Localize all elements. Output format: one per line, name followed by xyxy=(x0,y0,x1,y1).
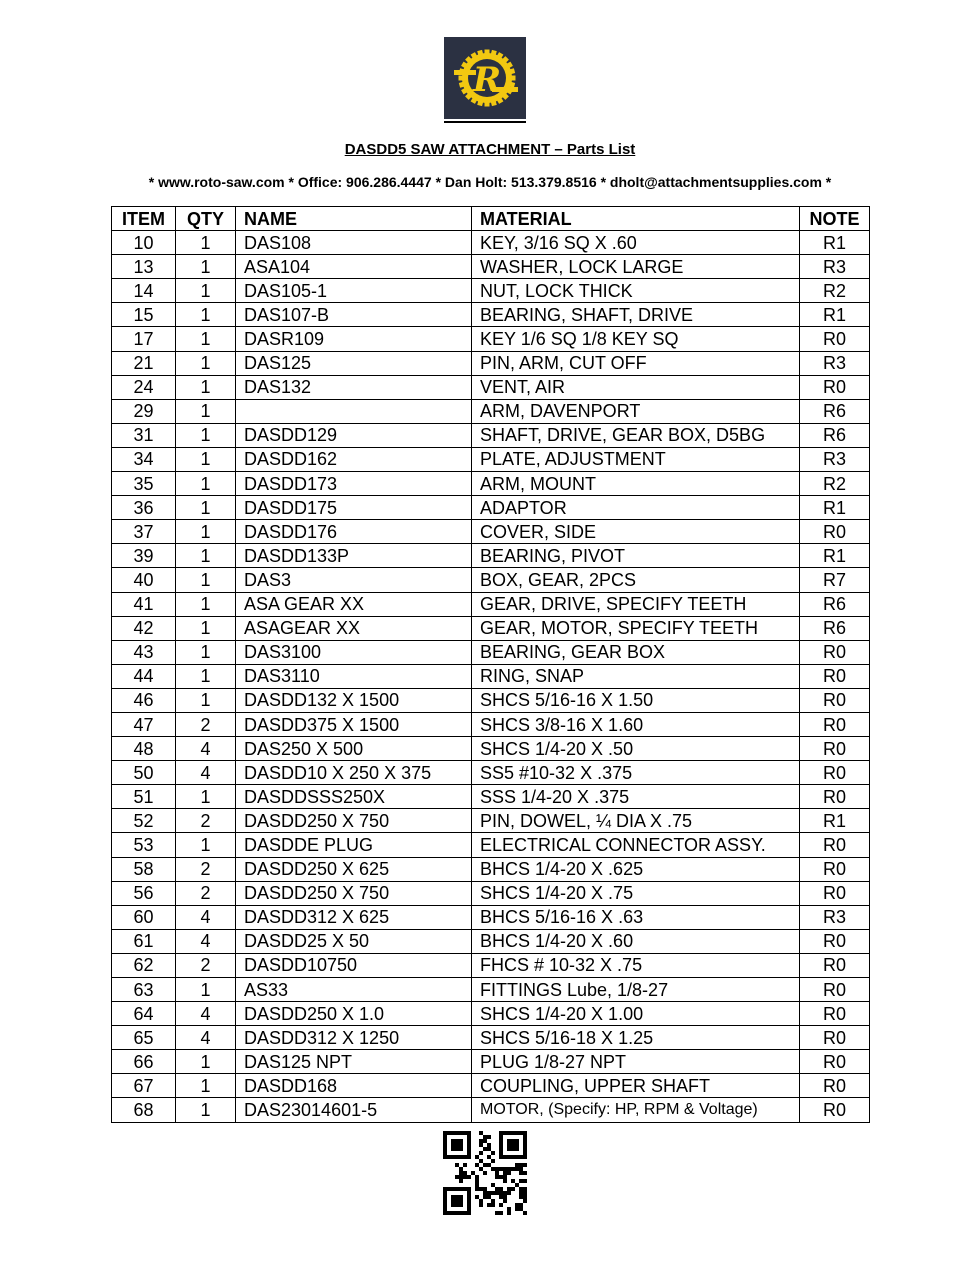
cell-qty: 1 xyxy=(176,640,236,664)
cell-item: 63 xyxy=(112,978,176,1002)
cell-item: 44 xyxy=(112,664,176,688)
table-row xyxy=(112,953,870,977)
cell-note: R0 xyxy=(800,520,870,544)
cell-item: 39 xyxy=(112,544,176,568)
cell-qty: 1 xyxy=(176,231,236,255)
cell-qty: 1 xyxy=(176,303,236,327)
cell-note: R0 xyxy=(800,881,870,905)
cell-material: ARM, DAVENPORT xyxy=(472,399,800,423)
table-row xyxy=(112,1050,870,1074)
cell-qty: 1 xyxy=(176,544,236,568)
qr-code xyxy=(443,1131,527,1215)
document-title: DASDD5 SAW ATTACHMENT – Parts List xyxy=(344,141,636,158)
cell-qty: 1 xyxy=(176,1074,236,1098)
cell-name: DASDD250 X 1.0 xyxy=(236,1002,472,1026)
cell-note: R1 xyxy=(800,303,870,327)
cell-qty: 1 xyxy=(176,472,236,496)
cell-name: DAS3110 xyxy=(236,664,472,688)
cell-item: 15 xyxy=(112,303,176,327)
cell-qty: 1 xyxy=(176,592,236,616)
cell-item: 40 xyxy=(112,568,176,592)
cell-note: R0 xyxy=(800,664,870,688)
cell-note: R0 xyxy=(800,929,870,953)
cell-material: SSS 1/4-20 X .375 xyxy=(472,785,800,809)
table-row xyxy=(112,592,870,616)
cell-item: 68 xyxy=(112,1098,176,1122)
cell-qty: 1 xyxy=(176,568,236,592)
cell-name: DAS125 xyxy=(236,351,472,375)
table-row xyxy=(112,688,870,712)
table-header-row xyxy=(112,207,870,231)
table-row xyxy=(112,327,870,351)
cell-material: FITTINGS Lube, 1/8-27 xyxy=(472,978,800,1002)
cell-name: DASDD175 xyxy=(236,496,472,520)
table-row xyxy=(112,231,870,255)
cell-item: 10 xyxy=(112,231,176,255)
cell-qty: 1 xyxy=(176,688,236,712)
cell-note: R0 xyxy=(800,1098,870,1122)
cell-item: 29 xyxy=(112,399,176,423)
table-row xyxy=(112,1074,870,1098)
cell-material: PLATE, ADJUSTMENT xyxy=(472,447,800,471)
table-row xyxy=(112,423,870,447)
table-row xyxy=(112,544,870,568)
cell-note: R0 xyxy=(800,1002,870,1026)
cell-note: R0 xyxy=(800,737,870,761)
table-row xyxy=(112,978,870,1002)
table-row xyxy=(112,616,870,640)
cell-qty: 1 xyxy=(176,978,236,1002)
cell-item: 13 xyxy=(112,255,176,279)
cell-name: DASDD176 xyxy=(236,520,472,544)
cell-material: BEARING, PIVOT xyxy=(472,544,800,568)
table-row xyxy=(112,447,870,471)
cell-name: DASDD132 X 1500 xyxy=(236,688,472,712)
cell-item: 52 xyxy=(112,809,176,833)
table-row xyxy=(112,857,870,881)
cell-note: R3 xyxy=(800,905,870,929)
cell-name: DASDD312 X 1250 xyxy=(236,1026,472,1050)
cell-note: R0 xyxy=(800,375,870,399)
cell-material: SHCS 5/16-16 X 1.50 xyxy=(472,688,800,712)
cell-qty: 4 xyxy=(176,761,236,785)
table-row xyxy=(112,712,870,736)
table-row xyxy=(112,255,870,279)
parts-list-table xyxy=(111,206,870,1123)
cell-name: DASDD10 X 250 X 375 xyxy=(236,761,472,785)
cell-name: DASDD168 xyxy=(236,1074,472,1098)
cell-material: WASHER, LOCK LARGE xyxy=(472,255,800,279)
cell-note: R1 xyxy=(800,496,870,520)
cell-material: PLUG 1/8-27 NPT xyxy=(472,1050,800,1074)
table-row xyxy=(112,496,870,520)
cell-item: 31 xyxy=(112,423,176,447)
cell-qty: 1 xyxy=(176,423,236,447)
cell-item: 21 xyxy=(112,351,176,375)
cell-qty: 1 xyxy=(176,496,236,520)
header-note: NOTE xyxy=(800,207,870,231)
cell-material: COVER, SIDE xyxy=(472,520,800,544)
cell-material: SS5 #10-32 X .375 xyxy=(472,761,800,785)
cell-qty: 1 xyxy=(176,255,236,279)
cell-note: R6 xyxy=(800,616,870,640)
cell-item: 61 xyxy=(112,929,176,953)
cell-name: DAS250 X 500 xyxy=(236,737,472,761)
cell-note: R0 xyxy=(800,327,870,351)
cell-item: 37 xyxy=(112,520,176,544)
cell-name: DASDD250 X 625 xyxy=(236,857,472,881)
table-row xyxy=(112,761,870,785)
cell-name: DASDD25 X 50 xyxy=(236,929,472,953)
cell-material: PIN, ARM, CUT OFF xyxy=(472,351,800,375)
cell-qty: 4 xyxy=(176,929,236,953)
cell-item: 43 xyxy=(112,640,176,664)
cell-name: DASDD162 xyxy=(236,447,472,471)
table-row xyxy=(112,303,870,327)
cell-item: 62 xyxy=(112,953,176,977)
cell-note: R6 xyxy=(800,423,870,447)
cell-qty: 2 xyxy=(176,809,236,833)
cell-name: DASR109 xyxy=(236,327,472,351)
cell-name: DASDD250 X 750 xyxy=(236,809,472,833)
cell-note: R0 xyxy=(800,833,870,857)
table-row xyxy=(112,929,870,953)
cell-item: 51 xyxy=(112,785,176,809)
table-row xyxy=(112,279,870,303)
table-row xyxy=(112,1098,870,1122)
cell-material: FHCS # 10-32 X .75 xyxy=(472,953,800,977)
cell-name: DAS108 xyxy=(236,231,472,255)
cell-item: 14 xyxy=(112,279,176,303)
cell-material: MOTOR, (Specify: HP, RPM & Voltage) xyxy=(472,1098,800,1122)
cell-name xyxy=(236,399,472,423)
qr-code-icon xyxy=(443,1131,527,1215)
cell-material: ELECTRICAL CONNECTOR ASSY. xyxy=(472,833,800,857)
cell-name: DASDD250 X 750 xyxy=(236,881,472,905)
cell-item: 47 xyxy=(112,712,176,736)
table-row xyxy=(112,472,870,496)
cell-material: KEY 1/6 SQ 1/8 KEY SQ xyxy=(472,327,800,351)
cell-name: DASDDE PLUG xyxy=(236,833,472,857)
cell-material: ADAPTOR xyxy=(472,496,800,520)
header-material: MATERIAL xyxy=(472,207,800,231)
cell-note: R0 xyxy=(800,978,870,1002)
table-row xyxy=(112,785,870,809)
cell-note: R3 xyxy=(800,255,870,279)
cell-note: R0 xyxy=(800,785,870,809)
cell-material: BHCS 5/16-16 X .63 xyxy=(472,905,800,929)
cell-name: DAS3 xyxy=(236,568,472,592)
cell-material: ARM, MOUNT xyxy=(472,472,800,496)
table-row xyxy=(112,640,870,664)
cell-item: 50 xyxy=(112,761,176,785)
cell-item: 36 xyxy=(112,496,176,520)
cell-name: AS33 xyxy=(236,978,472,1002)
cell-item: 17 xyxy=(112,327,176,351)
logo-divider xyxy=(444,121,526,123)
header-item: ITEM xyxy=(112,207,176,231)
cell-item: 46 xyxy=(112,688,176,712)
cell-note: R0 xyxy=(800,953,870,977)
cell-note: R2 xyxy=(800,472,870,496)
cell-qty: 1 xyxy=(176,616,236,640)
table-row xyxy=(112,375,870,399)
cell-material: BHCS 1/4-20 X .60 xyxy=(472,929,800,953)
cell-material: BHCS 1/4-20 X .625 xyxy=(472,857,800,881)
cell-name: DASDD375 X 1500 xyxy=(236,712,472,736)
table-row xyxy=(112,737,870,761)
cell-name: DAS23014601-5 xyxy=(236,1098,472,1122)
cell-note: R3 xyxy=(800,447,870,471)
table-row xyxy=(112,520,870,544)
cell-name: DAS107-B xyxy=(236,303,472,327)
cell-item: 53 xyxy=(112,833,176,857)
cell-note: R0 xyxy=(800,857,870,881)
table-row xyxy=(112,1002,870,1026)
cell-qty: 1 xyxy=(176,785,236,809)
cell-item: 42 xyxy=(112,616,176,640)
cell-qty: 1 xyxy=(176,447,236,471)
cell-qty: 2 xyxy=(176,881,236,905)
cell-item: 56 xyxy=(112,881,176,905)
cell-material: SHCS 1/4-20 X 1.00 xyxy=(472,1002,800,1026)
cell-material: GEAR, MOTOR, SPECIFY TEETH xyxy=(472,616,800,640)
cell-material: RING, SNAP xyxy=(472,664,800,688)
roto-saw-logo xyxy=(444,37,526,119)
table-row xyxy=(112,1026,870,1050)
table-row xyxy=(112,809,870,833)
cell-qty: 2 xyxy=(176,953,236,977)
cell-qty: 1 xyxy=(176,351,236,375)
cell-qty: 1 xyxy=(176,327,236,351)
cell-item: 65 xyxy=(112,1026,176,1050)
cell-material: BEARING, SHAFT, DRIVE xyxy=(472,303,800,327)
cell-qty: 4 xyxy=(176,905,236,929)
cell-material: GEAR, DRIVE, SPECIFY TEETH xyxy=(472,592,800,616)
cell-note: R3 xyxy=(800,351,870,375)
cell-qty: 1 xyxy=(176,1050,236,1074)
cell-material: SHAFT, DRIVE, GEAR BOX, D5BG xyxy=(472,423,800,447)
cell-material: COUPLING, UPPER SHAFT xyxy=(472,1074,800,1098)
cell-item: 41 xyxy=(112,592,176,616)
cell-note: R1 xyxy=(800,809,870,833)
cell-material: PIN, DOWEL, ¼ DIA X .75 xyxy=(472,809,800,833)
cell-item: 35 xyxy=(112,472,176,496)
table-row xyxy=(112,833,870,857)
header-qty: QTY xyxy=(176,207,236,231)
cell-qty: 4 xyxy=(176,1002,236,1026)
cell-qty: 1 xyxy=(176,520,236,544)
cell-name: DAS3100 xyxy=(236,640,472,664)
cell-material: VENT, AIR xyxy=(472,375,800,399)
cell-qty: 1 xyxy=(176,1098,236,1122)
cell-qty: 1 xyxy=(176,279,236,303)
cell-name: DASDD173 xyxy=(236,472,472,496)
cell-item: 60 xyxy=(112,905,176,929)
cell-name: DAS125 NPT xyxy=(236,1050,472,1074)
cell-qty: 2 xyxy=(176,712,236,736)
cell-note: R7 xyxy=(800,568,870,592)
table-row xyxy=(112,568,870,592)
cell-item: 67 xyxy=(112,1074,176,1098)
cell-item: 24 xyxy=(112,375,176,399)
cell-qty: 2 xyxy=(176,857,236,881)
cell-name: DASDD129 xyxy=(236,423,472,447)
cell-note: R0 xyxy=(800,1026,870,1050)
cell-material: BOX, GEAR, 2PCS xyxy=(472,568,800,592)
cell-material: SHCS 3/8-16 X 1.60 xyxy=(472,712,800,736)
table-row xyxy=(112,351,870,375)
cell-note: R0 xyxy=(800,640,870,664)
cell-note: R0 xyxy=(800,688,870,712)
saw-blade-logo-icon xyxy=(444,37,526,119)
cell-material: KEY, 3/16 SQ X .60 xyxy=(472,231,800,255)
cell-note: R0 xyxy=(800,1074,870,1098)
cell-name: DASDD312 X 625 xyxy=(236,905,472,929)
cell-note: R6 xyxy=(800,592,870,616)
logo-letter: R xyxy=(472,60,502,100)
cell-note: R1 xyxy=(800,544,870,568)
cell-item: 66 xyxy=(112,1050,176,1074)
cell-material: SHCS 5/16-18 X 1.25 xyxy=(472,1026,800,1050)
cell-material: SHCS 1/4-20 X .50 xyxy=(472,737,800,761)
cell-note: R1 xyxy=(800,231,870,255)
cell-material: NUT, LOCK THICK xyxy=(472,279,800,303)
cell-name: ASA GEAR XX xyxy=(236,592,472,616)
cell-note: R2 xyxy=(800,279,870,303)
cell-name: DASDD10750 xyxy=(236,953,472,977)
contact-line: * www.roto-saw.com * Office: 906.286.4447 * Dan Holt: 513.379.8516 * dholt@attachmentsupplies.com * xyxy=(148,174,832,190)
cell-qty: 1 xyxy=(176,399,236,423)
cell-name: ASA104 xyxy=(236,255,472,279)
cell-note: R0 xyxy=(800,1050,870,1074)
cell-item: 58 xyxy=(112,857,176,881)
cell-name: DAS105-1 xyxy=(236,279,472,303)
cell-note: R0 xyxy=(800,761,870,785)
cell-qty: 4 xyxy=(176,737,236,761)
table-row xyxy=(112,399,870,423)
table-row xyxy=(112,881,870,905)
cell-name: DAS132 xyxy=(236,375,472,399)
cell-note: R6 xyxy=(800,399,870,423)
cell-name: ASAGEAR XX xyxy=(236,616,472,640)
cell-item: 64 xyxy=(112,1002,176,1026)
cell-name: DASDD133P xyxy=(236,544,472,568)
cell-item: 34 xyxy=(112,447,176,471)
cell-qty: 1 xyxy=(176,833,236,857)
cell-note: R0 xyxy=(800,712,870,736)
cell-material: SHCS 1/4-20 X .75 xyxy=(472,881,800,905)
cell-qty: 1 xyxy=(176,664,236,688)
cell-qty: 4 xyxy=(176,1026,236,1050)
cell-name: DASDDSSS250X xyxy=(236,785,472,809)
header-name: NAME xyxy=(236,207,472,231)
cell-qty: 1 xyxy=(176,375,236,399)
table-row xyxy=(112,905,870,929)
table-row xyxy=(112,664,870,688)
cell-material: BEARING, GEAR BOX xyxy=(472,640,800,664)
cell-item: 48 xyxy=(112,737,176,761)
